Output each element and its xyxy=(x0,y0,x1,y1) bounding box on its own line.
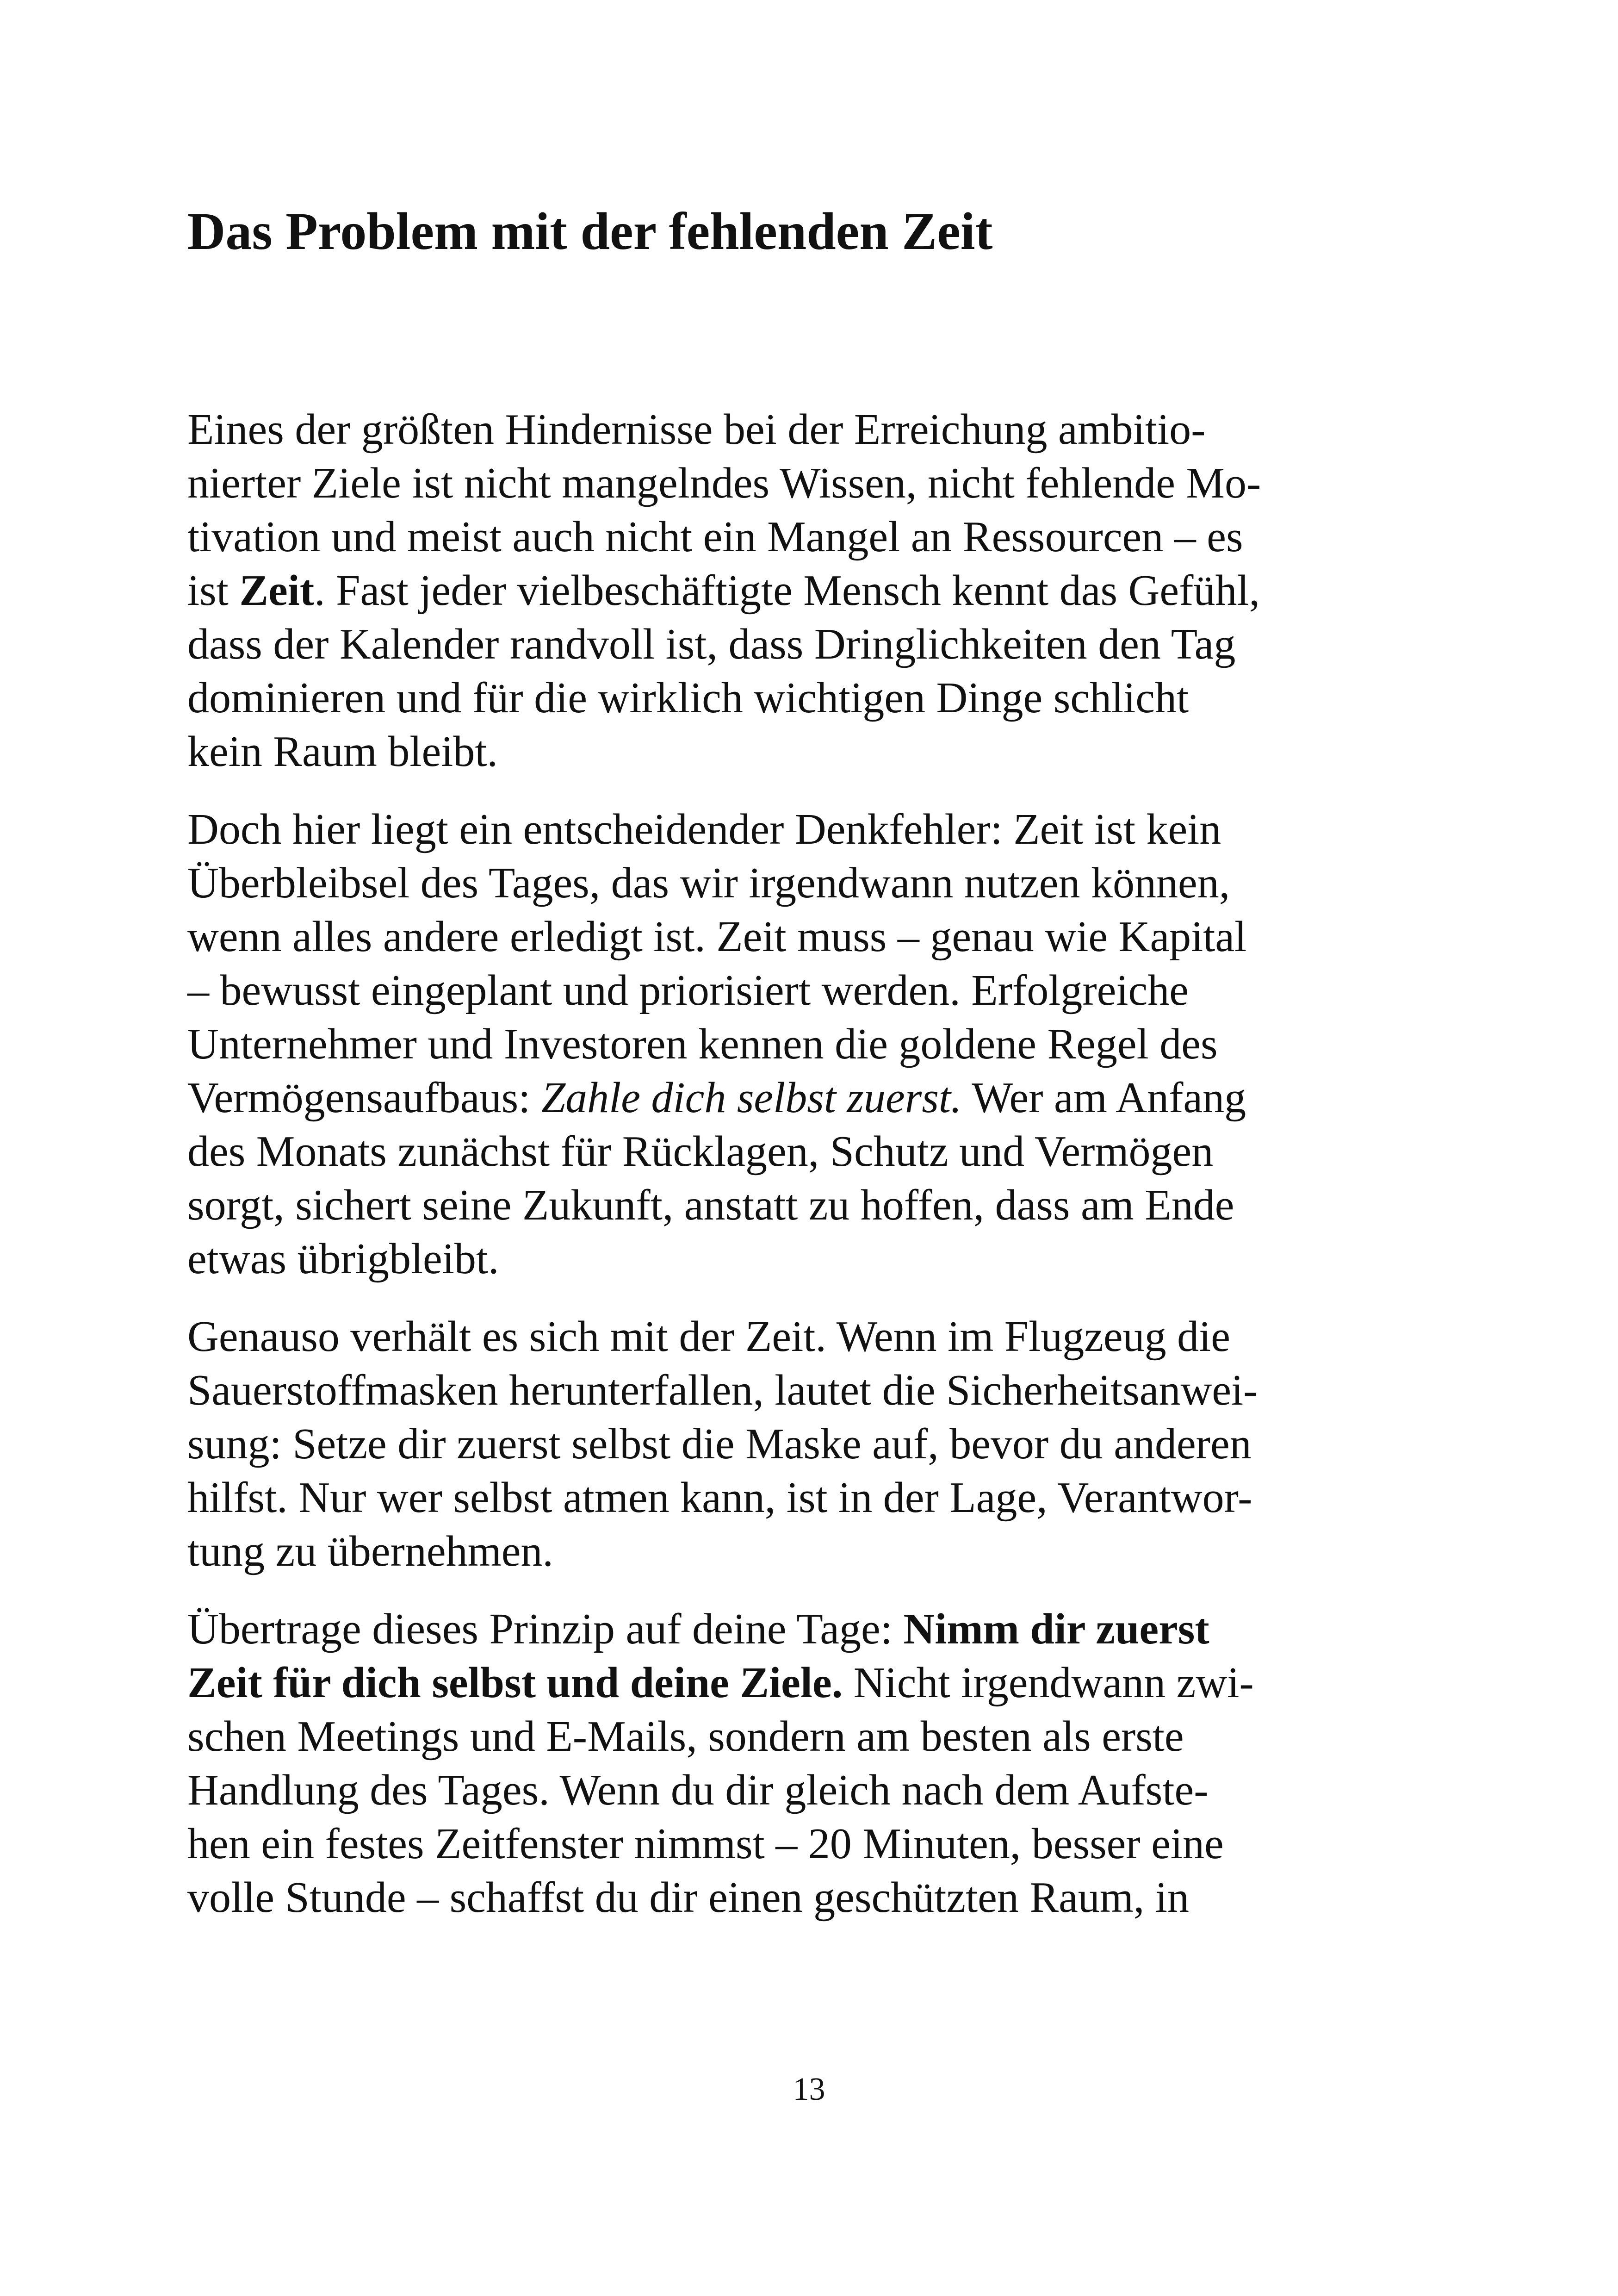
italic-emphasis: Zahle dich selbst zuerst. xyxy=(541,1074,962,1122)
text-line: sung: Setze dir zuerst selbst die Maske auf, bevor du anderen xyxy=(187,1420,1252,1468)
body-text xyxy=(187,403,1446,1924)
text-line: Übertrage dieses Prinzip auf deine Tage: Nimm dir zuerst xyxy=(187,1605,1209,1653)
paragraph xyxy=(187,1602,1446,1924)
text-line: Handlung des Tages. Wenn du dir gleich nach dem Aufste- xyxy=(187,1766,1209,1814)
text-line: sorgt, sichert seine Zukunft, anstatt zu hoffen, dass am Ende xyxy=(187,1181,1234,1229)
page-content xyxy=(187,199,1446,1948)
paragraph xyxy=(187,403,1446,778)
text-line: Überbleibsel des Tages, das wir irgendwann nutzen können, xyxy=(187,859,1230,907)
page-number: 13 xyxy=(793,2072,825,2107)
text-line: volle Stunde – schaffst du dir einen geschützten Raum, in xyxy=(187,1873,1190,1922)
text-line: dass der Kalender randvoll ist, dass Dringlichkeiten den Tag xyxy=(187,620,1236,668)
text-line: hilfst. Nur wer selbst atmen kann, ist in der Lage, Verantwor- xyxy=(187,1474,1252,1522)
text-line: dominieren und für die wirklich wichtigen Dinge schlicht xyxy=(187,674,1189,722)
chapter-title: Das Problem mit der fehlenden Zeit xyxy=(187,202,993,261)
text-line: – bewusst eingeplant und priorisiert werden. Erfolgreiche xyxy=(187,966,1189,1014)
text-line: Genauso verhält es sich mit der Zeit. Wenn im Flugzeug die xyxy=(187,1313,1230,1361)
bold-emphasis: Zeit für dich selbst und deine Ziele. xyxy=(187,1659,843,1707)
text-line: Doch hier liegt ein entscheidender Denkfehler: Zeit ist kein xyxy=(187,805,1221,853)
text-line: Zeit für dich selbst und deine Ziele. Nicht irgendwann zwi- xyxy=(187,1659,1254,1707)
text-line: nierter Ziele ist nicht mangelndes Wissen, nicht fehlende Mo- xyxy=(187,459,1261,507)
text-line: etwas übrigbleibt. xyxy=(187,1235,499,1283)
text-line: wenn alles andere erledigt ist. Zeit muss – genau wie Kapital xyxy=(187,913,1247,961)
text-line: tivation und meist auch nicht ein Mangel an Ressourcen – es xyxy=(187,513,1243,561)
text-line: schen Meetings und E-Mails, sondern am besten als erste xyxy=(187,1712,1184,1761)
text-line: des Monats zunächst für Rücklagen, Schutz und Vermögen xyxy=(187,1127,1214,1176)
paragraph xyxy=(187,1310,1446,1578)
text-line: Sauerstoffmasken herunterfallen, lautet die Sicherheitsanwei- xyxy=(187,1366,1258,1414)
text-line: Vermögensaufbaus: Zahle dich selbst zuerst. Wer am Anfang xyxy=(187,1074,1246,1122)
text-line: hen ein festes Zeitfenster nimmst – 20 Minuten, besser eine xyxy=(187,1820,1224,1868)
text-line: ist Zeit. Fast jeder vielbeschäftigte Mensch kennt das Gefühl, xyxy=(187,566,1260,615)
paragraph xyxy=(187,803,1446,1286)
text-line: kein Raum bleibt. xyxy=(187,728,498,776)
bold-emphasis: Nimm dir zuerst xyxy=(903,1605,1209,1653)
text-line: Unternehmer und Investoren kennen die goldene Regel des xyxy=(187,1020,1218,1068)
text-line: Eines der größten Hindernisse bei der Erreichung ambitio- xyxy=(187,405,1206,454)
text-line: tung zu übernehmen. xyxy=(187,1527,553,1575)
bold-emphasis: Zeit xyxy=(239,566,315,615)
